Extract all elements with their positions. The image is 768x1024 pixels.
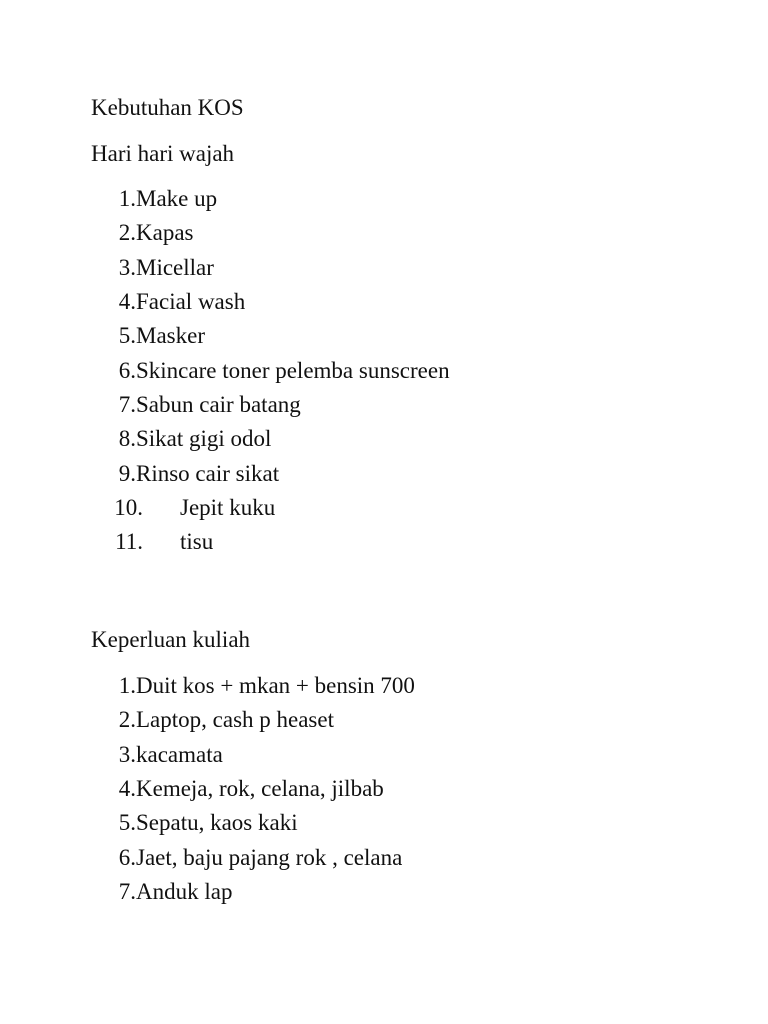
- list-number: 6.: [118, 357, 136, 383]
- list-text: Anduk lap: [136, 878, 233, 904]
- list-number: 4.: [118, 289, 136, 315]
- list-number: 1.: [118, 186, 136, 212]
- list-text: Micellar: [136, 254, 214, 280]
- list-text: Jepit kuku: [180, 494, 276, 520]
- list-item: [91, 672, 731, 706]
- list-text: Rinso cair sikat: [136, 460, 280, 486]
- list-item: [91, 809, 731, 843]
- list-item: [91, 528, 731, 562]
- list-number: 10.: [114, 494, 143, 520]
- list-item: [91, 460, 731, 494]
- list-item: [91, 844, 731, 878]
- list-number: 11.: [115, 529, 143, 555]
- section-heading-hari-hari-wajah: Hari hari wajah: [91, 140, 235, 166]
- list-number: 4.: [118, 775, 136, 801]
- list-text: Jaet, baju pajang rok , celana: [136, 844, 403, 870]
- list-number: 3.: [118, 254, 136, 280]
- list-number: 2.: [118, 707, 136, 733]
- list-text: tisu: [180, 529, 214, 555]
- list-item: [91, 391, 731, 425]
- list-text: Kemeja, rok, celana, jilbab: [136, 775, 384, 801]
- list-text: Facial wash: [136, 289, 246, 315]
- list-number: 6.: [118, 844, 136, 870]
- list-number: 7.: [118, 878, 136, 904]
- list-number: 2.: [118, 220, 136, 246]
- list-text: Duit kos + mkan + bensin 700: [136, 673, 415, 699]
- list-text: Masker: [136, 323, 205, 349]
- list-item: [91, 219, 731, 253]
- list-number: 5.: [118, 810, 136, 836]
- list-number: 9.: [118, 460, 136, 486]
- list-keperluan-kuliah: [91, 672, 731, 912]
- document-title: Kebutuhan KOS: [91, 95, 244, 120]
- list-item: [91, 288, 731, 322]
- section-heading-keperluan-kuliah: Keperluan kuliah: [91, 627, 251, 653]
- list-text: Sikat gigi odol: [136, 426, 272, 452]
- document-page: [91, 94, 731, 912]
- list-text: Sepatu, kaos kaki: [136, 810, 298, 836]
- list-text: kacamata: [136, 741, 223, 767]
- list-text: Sabun cair batang: [136, 391, 301, 417]
- list-number: 8.: [118, 426, 136, 452]
- list-item: [91, 494, 731, 528]
- list-item: [91, 185, 731, 219]
- list-item: [91, 322, 731, 356]
- list-item: [91, 775, 731, 809]
- list-number: 1.: [118, 673, 136, 699]
- list-number: 7.: [118, 391, 136, 417]
- list-number: 5.: [118, 323, 136, 349]
- list-text: Skincare toner pelemba sunscreen: [136, 357, 450, 383]
- list-number: 3.: [118, 741, 136, 767]
- list-text: Laptop, cash p heaset: [136, 707, 334, 733]
- list-item: [91, 425, 731, 459]
- list-hari-hari-wajah: [91, 185, 731, 562]
- list-text: Make up: [136, 186, 218, 212]
- list-item: [91, 357, 731, 391]
- list-item: [91, 878, 731, 912]
- list-item: [91, 741, 731, 775]
- list-text: Kapas: [136, 220, 194, 246]
- list-item: [91, 254, 731, 288]
- list-item: [91, 706, 731, 740]
